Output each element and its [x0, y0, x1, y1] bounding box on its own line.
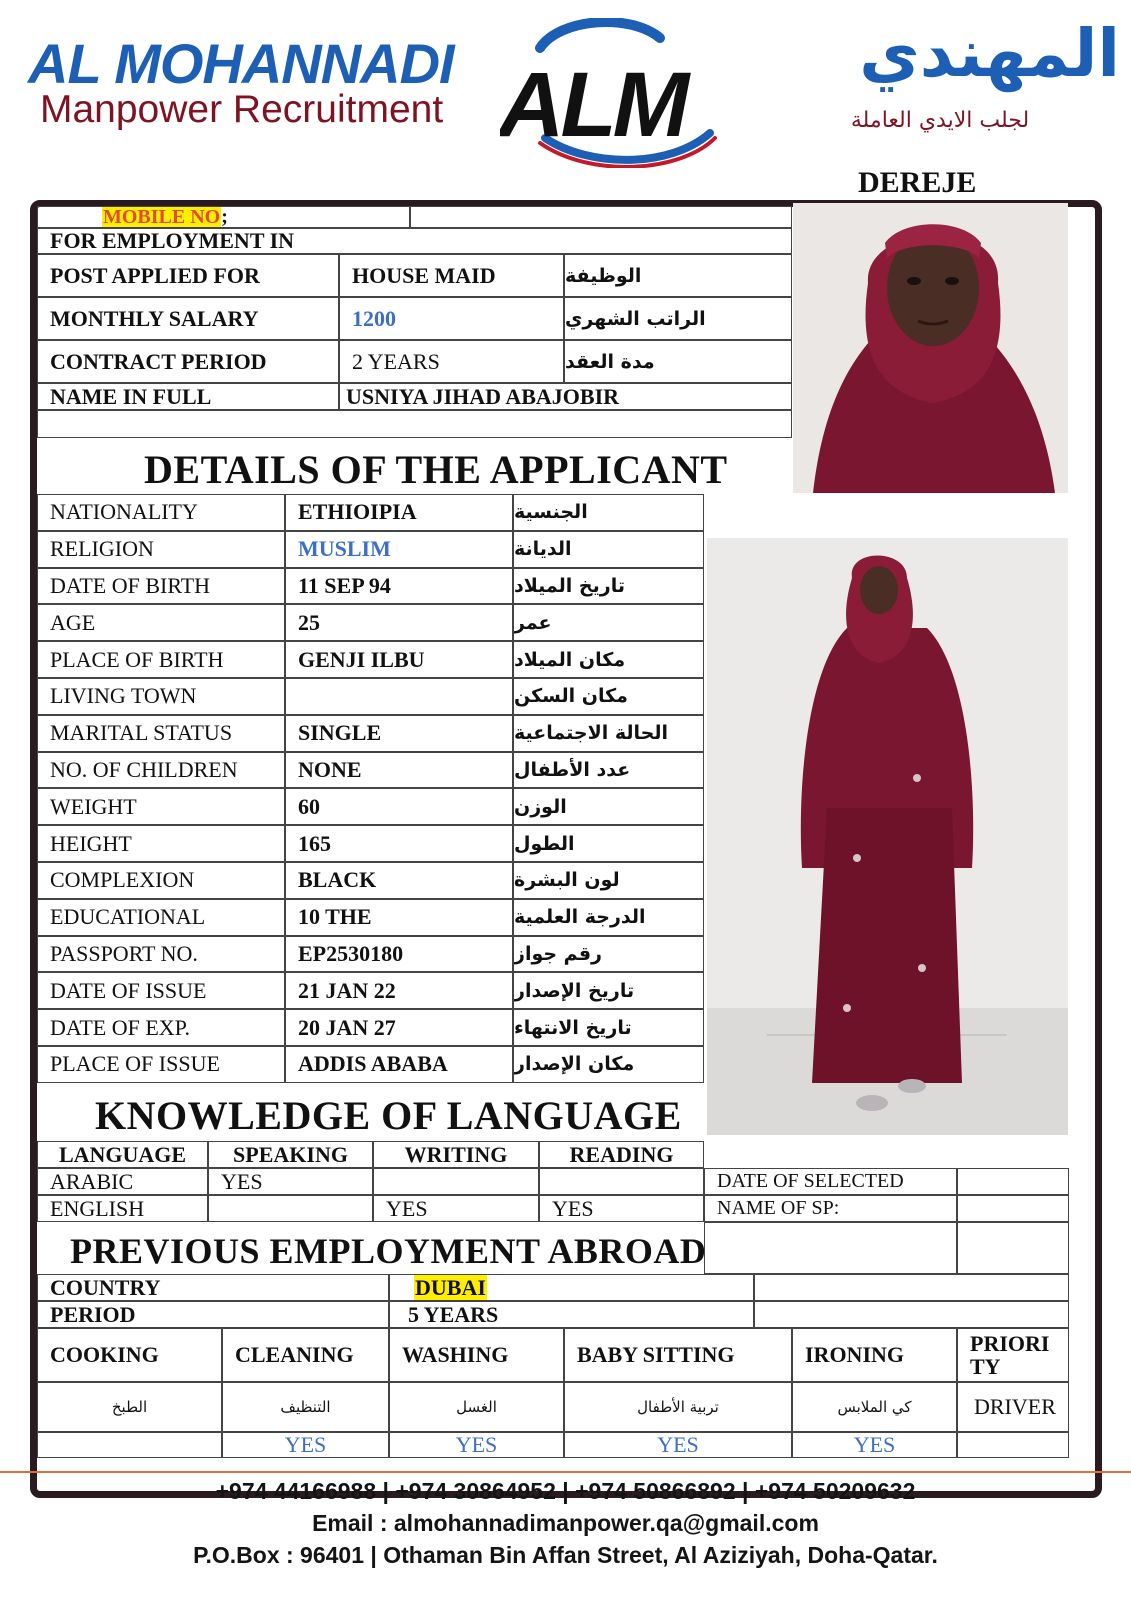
- face-photo: [793, 203, 1068, 493]
- language-cell: [208, 1195, 373, 1222]
- detail-value: 25: [285, 604, 513, 641]
- brand-arabic: المهندي: [859, 15, 1120, 92]
- detail-value: SINGLE: [285, 715, 513, 752]
- language-header: WRITING: [373, 1141, 539, 1168]
- footer-divider: [0, 1471, 1131, 1473]
- language-cell: [539, 1168, 704, 1195]
- date-selected-label: DATE OF SELECTED: [704, 1168, 957, 1195]
- detail-arabic: الديانة: [513, 531, 704, 568]
- priority-blank: [957, 1432, 1069, 1458]
- agent-name: DEREJE: [858, 166, 977, 199]
- language-cell: ARABIC: [37, 1168, 208, 1195]
- brand-subtitle: Manpower Recruitment: [40, 88, 444, 131]
- post-value: HOUSE MAID: [339, 254, 564, 297]
- name-label: NAME IN FULL: [37, 383, 339, 410]
- detail-value: ADDIS ABABA: [285, 1046, 513, 1083]
- blank-row: [37, 410, 792, 438]
- country-value-cell: [389, 1274, 754, 1301]
- detail-label: RELIGION: [37, 531, 285, 568]
- detail-label: COMPLEXION: [37, 862, 285, 899]
- skill-label: BABY SITTING: [564, 1328, 792, 1382]
- country-value: DUBAI: [415, 1274, 486, 1300]
- detail-value: [285, 678, 513, 715]
- language-header: SPEAKING: [208, 1141, 373, 1168]
- period-extra: [754, 1301, 1069, 1328]
- language-header: LANGUAGE: [37, 1141, 208, 1168]
- country-extra: [754, 1274, 1069, 1301]
- skill-label: COOKING: [37, 1328, 222, 1382]
- detail-label: MARITAL STATUS: [37, 715, 285, 752]
- brand-arabic-subtitle: لجلب الايدي العاملة: [850, 108, 1030, 133]
- priority-label-1: PRIORI: [970, 1330, 1050, 1356]
- priority-value: DRIVER: [957, 1382, 1069, 1432]
- period-value: 5 YEARS: [389, 1301, 754, 1328]
- skill-value: [37, 1432, 222, 1458]
- name-value: USNIYA JIHAD ABAJOBIR: [339, 383, 792, 410]
- salary-value: 1200: [339, 297, 564, 340]
- mobile-label: MOBILE NO: [103, 206, 221, 228]
- priority-label-cell: [957, 1328, 1069, 1382]
- country-label: COUNTRY: [37, 1274, 389, 1301]
- detail-value: 10 THE: [285, 899, 513, 936]
- skill-value: YES: [389, 1432, 564, 1458]
- detail-value: MUSLIM: [285, 531, 513, 568]
- logo-text: ALM: [500, 54, 686, 156]
- skill-arabic: الغسل: [389, 1382, 564, 1432]
- details-title: DETAILS OF THE APPLICANT: [144, 447, 728, 492]
- brand-name: AL MOHANNADI: [28, 32, 454, 95]
- detail-arabic: لون البشرة: [513, 862, 704, 899]
- detail-value: EP2530180: [285, 936, 513, 973]
- detail-arabic: عمر: [513, 604, 704, 641]
- detail-label: AGE: [37, 604, 285, 641]
- detail-label: NATIONALITY: [37, 494, 285, 531]
- detail-label: PLACE OF ISSUE: [37, 1046, 285, 1083]
- detail-label: HEIGHT: [37, 825, 285, 862]
- skill-arabic: تربية الأطفال: [564, 1382, 792, 1432]
- mobile-separator: ;: [221, 206, 228, 228]
- detail-label: DATE OF EXP.: [37, 1009, 285, 1046]
- detail-arabic: تاريخ الميلاد: [513, 568, 704, 605]
- language-cell: [373, 1168, 539, 1195]
- salary-arabic: الراتب الشهري: [564, 297, 792, 340]
- selection-blank-a: [704, 1222, 957, 1274]
- footer-address: P.O.Box : 96401 | Othaman Bin Affan Street, Al Aziziyah, Doha-Qatar.: [193, 1542, 938, 1568]
- skill-arabic: التنظيف: [222, 1382, 389, 1432]
- detail-label: PLACE OF BIRTH: [37, 641, 285, 678]
- skill-label: CLEANING: [222, 1328, 389, 1382]
- detail-label: PASSPORT NO.: [37, 936, 285, 973]
- employment-label: FOR EMPLOYMENT IN: [37, 228, 792, 254]
- contract-value: 2 YEARS: [339, 340, 564, 383]
- detail-value: ETHIOIPIA: [285, 494, 513, 531]
- detail-value: 21 JAN 22: [285, 972, 513, 1009]
- mobile-value-cell: [410, 206, 792, 228]
- detail-arabic: الوزن: [513, 788, 704, 825]
- skill-value: YES: [792, 1432, 957, 1458]
- skill-arabic: كي الملابس: [792, 1382, 957, 1432]
- mobile-label-cell: [37, 206, 410, 228]
- detail-label: NO. OF CHILDREN: [37, 752, 285, 789]
- footer-email: Email : almohannadimanpower.qa@gmail.com: [312, 1510, 819, 1536]
- skill-arabic: الطبخ: [37, 1382, 222, 1432]
- contract-label: CONTRACT PERIOD: [37, 340, 339, 383]
- detail-value: 60: [285, 788, 513, 825]
- period-label: PERIOD: [37, 1301, 389, 1328]
- language-cell: ENGLISH: [37, 1195, 208, 1222]
- detail-arabic: مكان الميلاد: [513, 641, 704, 678]
- detail-arabic: مكان الإصدار: [513, 1046, 704, 1083]
- skill-value: YES: [222, 1432, 389, 1458]
- language-cell: YES: [208, 1168, 373, 1195]
- detail-value: GENJI ILBU: [285, 641, 513, 678]
- language-cell: YES: [373, 1195, 539, 1222]
- salary-label: MONTHLY SALARY: [37, 297, 339, 340]
- date-selected-value: [957, 1168, 1069, 1195]
- alm-logo: [500, 18, 730, 168]
- alm-logo-graphic: [500, 18, 730, 168]
- detail-value: BLACK: [285, 862, 513, 899]
- detail-label: DATE OF ISSUE: [37, 972, 285, 1009]
- previous-title: PREVIOUS EMPLOYMENT ABROAD: [70, 1231, 707, 1271]
- detail-label: DATE OF BIRTH: [37, 568, 285, 605]
- priority-label-2: TY: [970, 1354, 1001, 1379]
- sp-name-label: NAME OF SP:: [704, 1195, 957, 1222]
- language-title: KNOWLEDGE OF LANGUAGE: [95, 1093, 682, 1138]
- detail-label: LIVING TOWN: [37, 678, 285, 715]
- post-arabic: الوظيفة: [564, 254, 792, 297]
- detail-arabic: الدرجة العلمية: [513, 899, 704, 936]
- detail-arabic: عدد الأطفال: [513, 752, 704, 789]
- detail-arabic: الحالة الاجتماعية: [513, 715, 704, 752]
- detail-value: NONE: [285, 752, 513, 789]
- detail-value: 11 SEP 94: [285, 568, 513, 605]
- skill-label: IRONING: [792, 1328, 957, 1382]
- post-label: POST APPLIED FOR: [37, 254, 339, 297]
- detail-arabic: الطول: [513, 825, 704, 862]
- language-cell: YES: [539, 1195, 704, 1222]
- detail-arabic: مكان السكن: [513, 678, 704, 715]
- detail-label: WEIGHT: [37, 788, 285, 825]
- selection-blank-b: [957, 1222, 1069, 1274]
- detail-arabic: الجنسية: [513, 494, 704, 531]
- contract-arabic: مدة العقد: [564, 340, 792, 383]
- detail-arabic: تاريخ الإصدار: [513, 972, 704, 1009]
- detail-value: 165: [285, 825, 513, 862]
- skill-value: YES: [564, 1432, 792, 1458]
- footer-phones: +974 44166988 | +974 30864952 | +974 50866892 | +974 50209632: [215, 1478, 916, 1504]
- detail-value: 20 JAN 27: [285, 1009, 513, 1046]
- detail-label: EDUCATIONAL: [37, 899, 285, 936]
- language-header: READING: [539, 1141, 704, 1168]
- detail-arabic: رقم جواز: [513, 936, 704, 973]
- full-body-photo: [707, 538, 1068, 1135]
- sp-name-value: [957, 1195, 1069, 1222]
- skill-label: WASHING: [389, 1328, 564, 1382]
- detail-arabic: تاريخ الانتهاء: [513, 1009, 704, 1046]
